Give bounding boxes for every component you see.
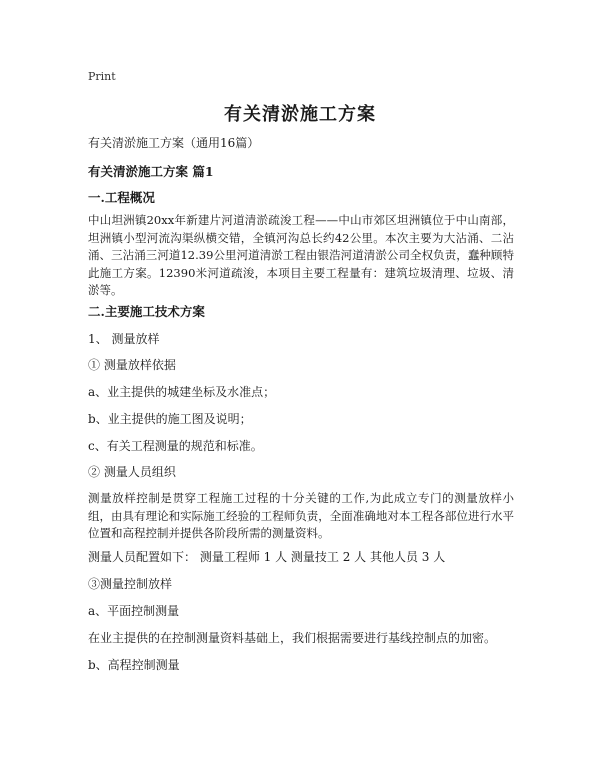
list-item-a: a、业主提供的城建坐标及水准点；	[88, 385, 276, 399]
document-subtitle: 有关清淤施工方案（通用16篇）	[88, 136, 260, 150]
list-item-staff-org: ② 测量人员组织	[88, 465, 176, 479]
section-heading: 有关清淤施工方案 篇1	[88, 164, 214, 179]
print-label: Print	[88, 70, 116, 83]
document-title: 有关清淤施工方案	[224, 104, 376, 125]
overview-paragraph: 中山坦洲镇20xx年新建片河道清淤疏浚工程——中山市郊区坦洲镇位于中山南部，坦洲镇小型河流沟渠纵横交错，全镇河沟总长约42公里。本次主要为大沾涌、二沾涌、三沾涌三河道12.39公里河道清淤工程由银浩河道清淤公司全权负责，蠢种顾特此施工方案。12390米河道疏浚，本项目主要工程量有：建筑垃圾清理、垃圾、清淤等。	[88, 213, 514, 297]
list-item-survey-basis: ① 测量放样依据	[88, 358, 176, 372]
staff-config: 测量人员配置如下： 测量工程师 1 人 测量技工 2 人 其他人员 3 人	[88, 550, 446, 564]
list-item-survey: 1、 测量放样	[88, 332, 160, 346]
list-item-plane: a、平面控制测量	[88, 604, 180, 618]
staff-paragraph: 测量放样控制是贯穿工程施工过程的十分关键的工作,为此成立专门的测量放样小组，由具有理论和实际施工经验的工程师负责，全面准确地对本工程各部位进行水平位置和高程控制并提供各阶段所需的测量资料。	[88, 491, 514, 540]
list-item-elevation: b、高程控制测量	[88, 658, 180, 672]
heading-overview: 一.工程概况	[88, 190, 155, 205]
heading-technical-plan: 二.主要施工技术方案	[88, 304, 205, 319]
list-item-b: b、业主提供的施工图及说明；	[88, 412, 252, 426]
plane-paragraph: 在业主提供的在控制测量资料基础上，我们根据需要进行基线控制点的加密。	[88, 631, 497, 645]
list-item-control: ③测量控制放样	[88, 577, 173, 591]
list-item-c: c、有关工程测量的规范和标准。	[88, 439, 263, 453]
